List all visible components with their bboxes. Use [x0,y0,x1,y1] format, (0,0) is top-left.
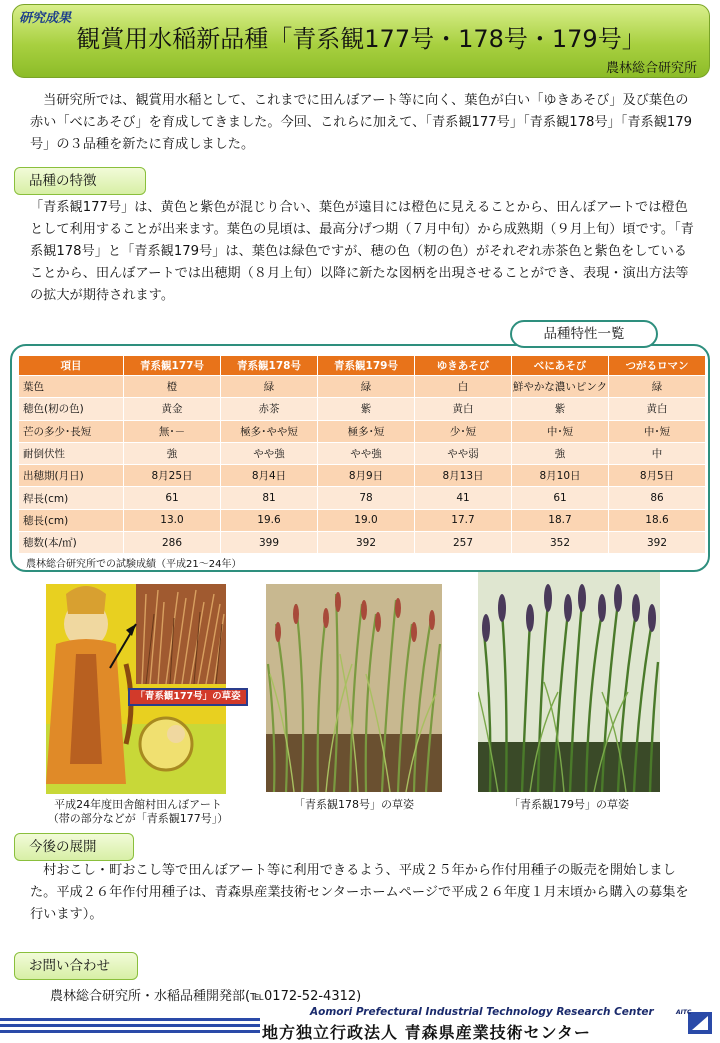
table-cell: 286 [124,532,221,554]
features-label: 品種の特徴 [14,167,146,195]
organization-name: 農林総合研究所 [605,61,697,76]
table-row [19,442,706,464]
variety-table [18,355,706,554]
table-cell: 13.0 [124,509,221,531]
table-title: 品種特性一覧 [510,320,658,348]
column-header: ゆきあそび [415,356,512,376]
table-cell: 8月13日 [415,465,512,487]
table-row [19,509,706,531]
table-cell: 強 [512,442,609,464]
future-paragraph: 村おこし・町おこし等で田んぼアート等に利用できるよう、平成２５年から作付用種子の販売を開始しました。平成２６年作付用種子は、青森県産業技術センターホームページで平成２６年度１月末頃から購入の募集を行います）。 [30,863,689,922]
table-cell: 8月5日 [609,465,706,487]
footer-english-name: Aomori Prefectural Industrial Technology Research Center [310,1006,654,1018]
row-header-cell: 穂色(籾の色) [19,398,124,420]
table-cell: やや弱 [415,442,512,464]
table-body [19,376,706,554]
table-cell: 黄白 [609,398,706,420]
row-header-cell: 葉色 [19,376,124,398]
column-header: 青系観177号 [124,356,221,376]
table-cell: 白 [415,376,512,398]
table-cell: 392 [318,532,415,554]
category-tag: 研究成果 [19,11,72,26]
table-cell: 少･短 [415,420,512,442]
table-cell: 19.0 [318,509,415,531]
column-header: つがるロマン [609,356,706,376]
table-cell: 無･－ [124,420,221,442]
table-cell: 41 [415,487,512,509]
table-cell: 18.7 [512,509,609,531]
table-cell: 中･短 [512,420,609,442]
table-cell: 61 [512,487,609,509]
table-cell: 黄白 [415,398,512,420]
variety-179-photo [478,572,660,792]
row-header-cell: 耐倒伏性 [19,442,124,464]
table-row [19,487,706,509]
table-row [19,376,706,398]
photo3-caption: 「青系観179号」の草姿 [509,798,629,811]
page-title: 観賞用水稲新品種「青系観177号・178号・179号」 [76,25,646,53]
table-cell: 極多･短 [318,420,415,442]
table-cell: 赤茶 [221,398,318,420]
contact-info: 農林総合研究所・水稲品種開発部(℡0172-52-4312) [50,989,362,1004]
table-cell: 緑 [318,376,415,398]
table-cell: 8月9日 [318,465,415,487]
table-cell: 399 [221,532,318,554]
row-header-cell: 穂数(本/㎡) [19,532,124,554]
table-cell: 紫 [318,398,415,420]
table-cell: 鮮やかな濃いピンク [512,376,609,398]
table-header-row [19,356,706,376]
table-cell: 中･短 [609,420,706,442]
table-cell: 中 [609,442,706,464]
table-cell: 81 [221,487,318,509]
table-cell: 8月4日 [221,465,318,487]
table-cell: 257 [415,532,512,554]
aitc-logo-icon [674,1006,714,1036]
footer-japanese-name: 地方独立行政法人 青森県産業技術センター [262,1023,591,1042]
header-banner [12,4,710,78]
table-row [19,465,706,487]
photo2-caption: 「青系観178号」の草姿 [294,798,414,811]
features-paragraph: 「青系観177号」は、黄色と紫色が混じり合い、葉色が遠目には橙色に見えることから、田んぼアートでは橙色として利用することが出来ます。葉色の見頃は、最高分げつ期（７月中旬）から成熟期（９月上旬）頃です。「青系観178号」と「青系観179号」は、葉色は緑色ですが、穂の色（籾の色）がそれぞれ赤茶色と紫色をしていることから、田んぼアートでは出穂期（８月上旬）以降に新たな図柄を出現させることができ、表現・演出方法等の拡大が期待されます。 [30,200,694,303]
table-cell: やや強 [221,442,318,464]
contact-label: お問い合わせ [14,952,138,980]
future-label: 今後の展開 [14,833,134,861]
table-row [19,420,706,442]
table-cell: 18.6 [609,509,706,531]
row-header-cell: 出穂期(月日) [19,465,124,487]
column-header: 青系観178号 [221,356,318,376]
table-source-note: 農林総合研究所での試験成績（平成21～24年） [26,559,242,570]
table-row [19,532,706,554]
photo1-caption-line1: 平成24年度田舎館村田んぼアート [54,798,222,811]
table-cell: やや強 [318,442,415,464]
table-cell: 紫 [512,398,609,420]
svg-text:AITC: AITC [676,1009,692,1016]
table-cell: 8月10日 [512,465,609,487]
variety-177-tag: 「青系観177号」の草姿 [128,688,248,706]
column-header: べにあそび [512,356,609,376]
table-cell: 61 [124,487,221,509]
table-cell: 緑 [609,376,706,398]
column-header: 項目 [19,356,124,376]
row-header-cell: 芒の多少･長短 [19,420,124,442]
table-cell: 78 [318,487,415,509]
variety-178-photo [266,584,442,792]
row-header-cell: 穂長(cm) [19,509,124,531]
table-cell: 橙 [124,376,221,398]
table-cell: 強 [124,442,221,464]
table-cell: 86 [609,487,706,509]
table-cell: 352 [512,532,609,554]
table-cell: 17.7 [415,509,512,531]
table-cell: 緑 [221,376,318,398]
row-header-cell: 稈長(cm) [19,487,124,509]
column-header: 青系観179号 [318,356,415,376]
table-cell: 8月25日 [124,465,221,487]
table-cell: 19.6 [221,509,318,531]
photo1-caption-line2: （帯の部分などが「青系観177号」） [47,812,229,825]
table-cell: 392 [609,532,706,554]
table-cell: 極多･やや短 [221,420,318,442]
table-cell: 黄金 [124,398,221,420]
intro-paragraph: 当研究所では、観賞用水稲として、これまでに田んぼアート等に向く、葉色が白い「ゆきあそび」及び葉色の赤い「べにあそび」を育成してきました。今回、これらに加えて、「青系観177号」「青系観178号」「青系観179号」の３品種を新たに育成しました。 [30,93,693,152]
table-row [19,398,706,420]
